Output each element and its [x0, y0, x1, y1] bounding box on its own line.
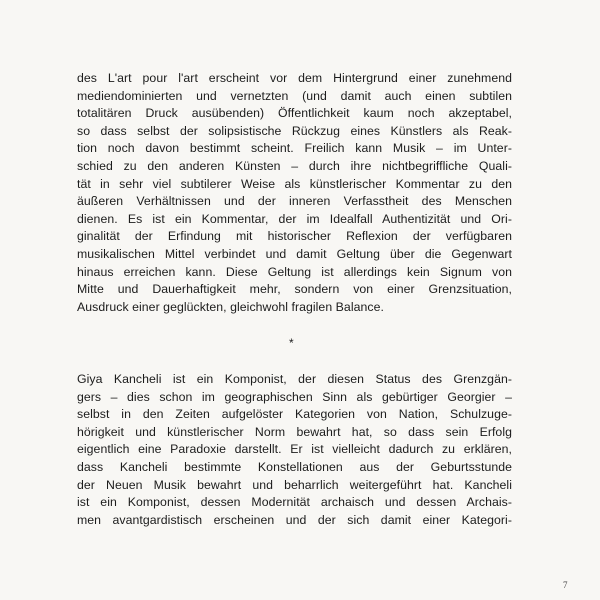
text-line: Mitte und Dauerhaftigkeit mehr, sondern von einer Grenzsituation,: [77, 282, 512, 297]
text-line: so dass selbst der solipsistische Rückzug eines Künstlers als Reak-: [77, 123, 512, 138]
text-line: selbst in den Zeiten aufgelöster Kategorien von Nation, Schulzuge-: [77, 407, 512, 422]
page-number: 7: [563, 580, 568, 590]
text-line: musikalischen Mittel verbindet und damit Geltung über die Gegenwart: [77, 246, 512, 261]
text-line: ginalität der Erfindung mit historischer Reflexion der verfügbaren: [77, 229, 512, 244]
text-line: hinaus erreichen kann. Diese Geltung ist allerdings kein Signum von: [77, 264, 512, 279]
text-line: tion noch davon bestimmt scheint. Freilich kann Musik – im Unter-: [77, 141, 512, 156]
paragraph-2: [77, 371, 512, 529]
text-line: totalitären Druck ausübenden) Öffentlichkeit kaum noch akzeptabel,: [77, 106, 512, 121]
text-line: dienen. Es ist ein Kommentar, der im Idealfall Authentizität und Ori-: [77, 211, 512, 226]
text-line: Giya Kancheli ist ein Komponist, der diesen Status des Grenzgän-: [77, 372, 512, 386]
text-line: men avantgardistisch erscheinen und der sich damit einer Kategori-: [77, 512, 512, 527]
section-separator: *: [289, 336, 294, 350]
text-line: gers – dies schon im geographischen Sinn als gebürtiger Georgier –: [77, 389, 512, 404]
text-line: tät in sehr viel subtilerer Weise als künstlerischer Kommentar zu den: [77, 176, 512, 191]
text-line: des L'art pour l'art erscheint vor dem Hintergrund einer zunehmend: [77, 71, 512, 85]
text-line: Ausdruck einer geglückten, gleichwohl fragilen Balance.: [77, 299, 384, 314]
text-line: schied zu den anderen Künsten – durch ihre nichtbegriffliche Quali-: [77, 158, 512, 173]
text-line: der Neuen Musik bewahrt und beharrlich weitergeführt hat. Kancheli: [77, 477, 512, 492]
text-line: mediendominierten und vernetzten (und damit auch einen subtilen: [77, 88, 512, 103]
text-line: hörigkeit und künstlerischer Norm bewahrt hat, so dass sein Erfolg: [77, 424, 512, 439]
text-line: ist ein Komponist, dessen Modernität archaisch und dessen Archais-: [77, 495, 512, 510]
text-line: eigentlich eine Paradoxie darstellt. Er ist vielleicht dadurch zu erklären,: [77, 442, 512, 457]
paragraph-1: [77, 70, 512, 316]
text-line: dass Kancheli bestimmte Konstellationen aus der Geburtsstunde: [77, 459, 512, 474]
text-line: äußeren Verhältnissen und der inneren Verfasstheit des Menschen: [77, 194, 512, 209]
